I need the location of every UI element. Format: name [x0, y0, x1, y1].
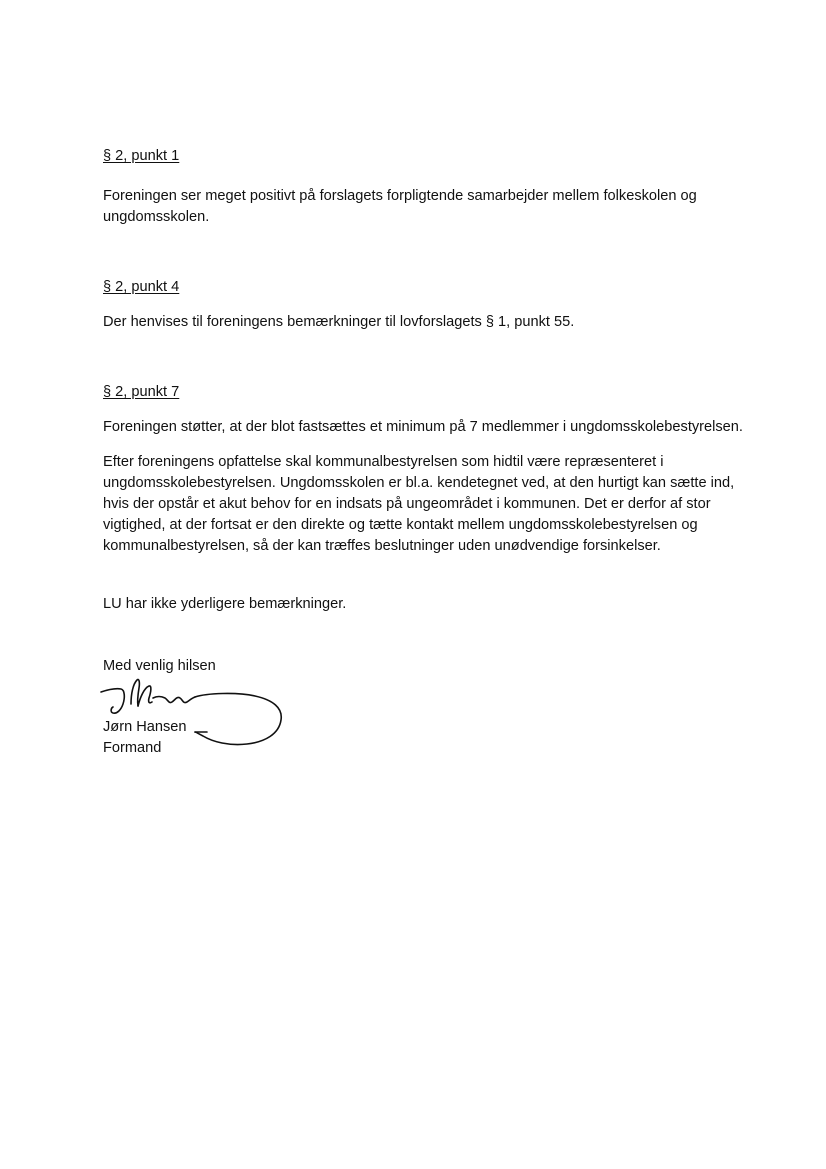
section-2-punkt-1: [103, 146, 753, 228]
section-heading: § 2, punkt 1: [103, 148, 180, 164]
signature-block: [103, 678, 753, 756]
section-2-punkt-7: [103, 382, 753, 557]
section-paragraph: Foreningen ser meget positivt på forslagets forpligtende samarbejder mellem folkeskolen og ungdomsskolen.: [103, 188, 697, 225]
signer-title: Formand: [103, 740, 162, 756]
section-heading: § 2, punkt 7: [103, 384, 180, 400]
letter-body: [103, 146, 753, 756]
signer-name: Jørn Hansen: [103, 719, 187, 735]
section-2-punkt-4: [103, 277, 753, 333]
closing-note: LU har ikke yderligere bemærkninger.: [103, 596, 347, 612]
section-paragraph: Foreningen støtter, at der blot fastsættes et minimum på 7 medlemmer i ungdomsskolebestyrelsen.: [103, 419, 743, 435]
section-heading: § 2, punkt 4: [103, 279, 180, 295]
section-paragraph: Efter foreningens opfattelse skal kommunalbestyrelsen som hidtil være repræsenteret i ungdomsskolebestyrelsen. Ungdomsskolen er bl.a. kendetegnet ved, at den hurtigt kan sætte ind, hvis der opstår et akut behov for en indsats på ungeområdet i kommunen. Det er derfor af stor vigtighed, at der fortsat er den direkte og tætte kontakt mellem ungdomsskolebestyrelsen og kommunalbestyrelsen, så der kan træffes beslutninger uden unødvendige forsinkelser.: [103, 454, 735, 554]
greeting: Med venlig hilsen: [103, 658, 216, 674]
section-paragraph: Der henvises til foreningens bemærkninger til lovforslagets § 1, punkt 55.: [103, 314, 575, 330]
